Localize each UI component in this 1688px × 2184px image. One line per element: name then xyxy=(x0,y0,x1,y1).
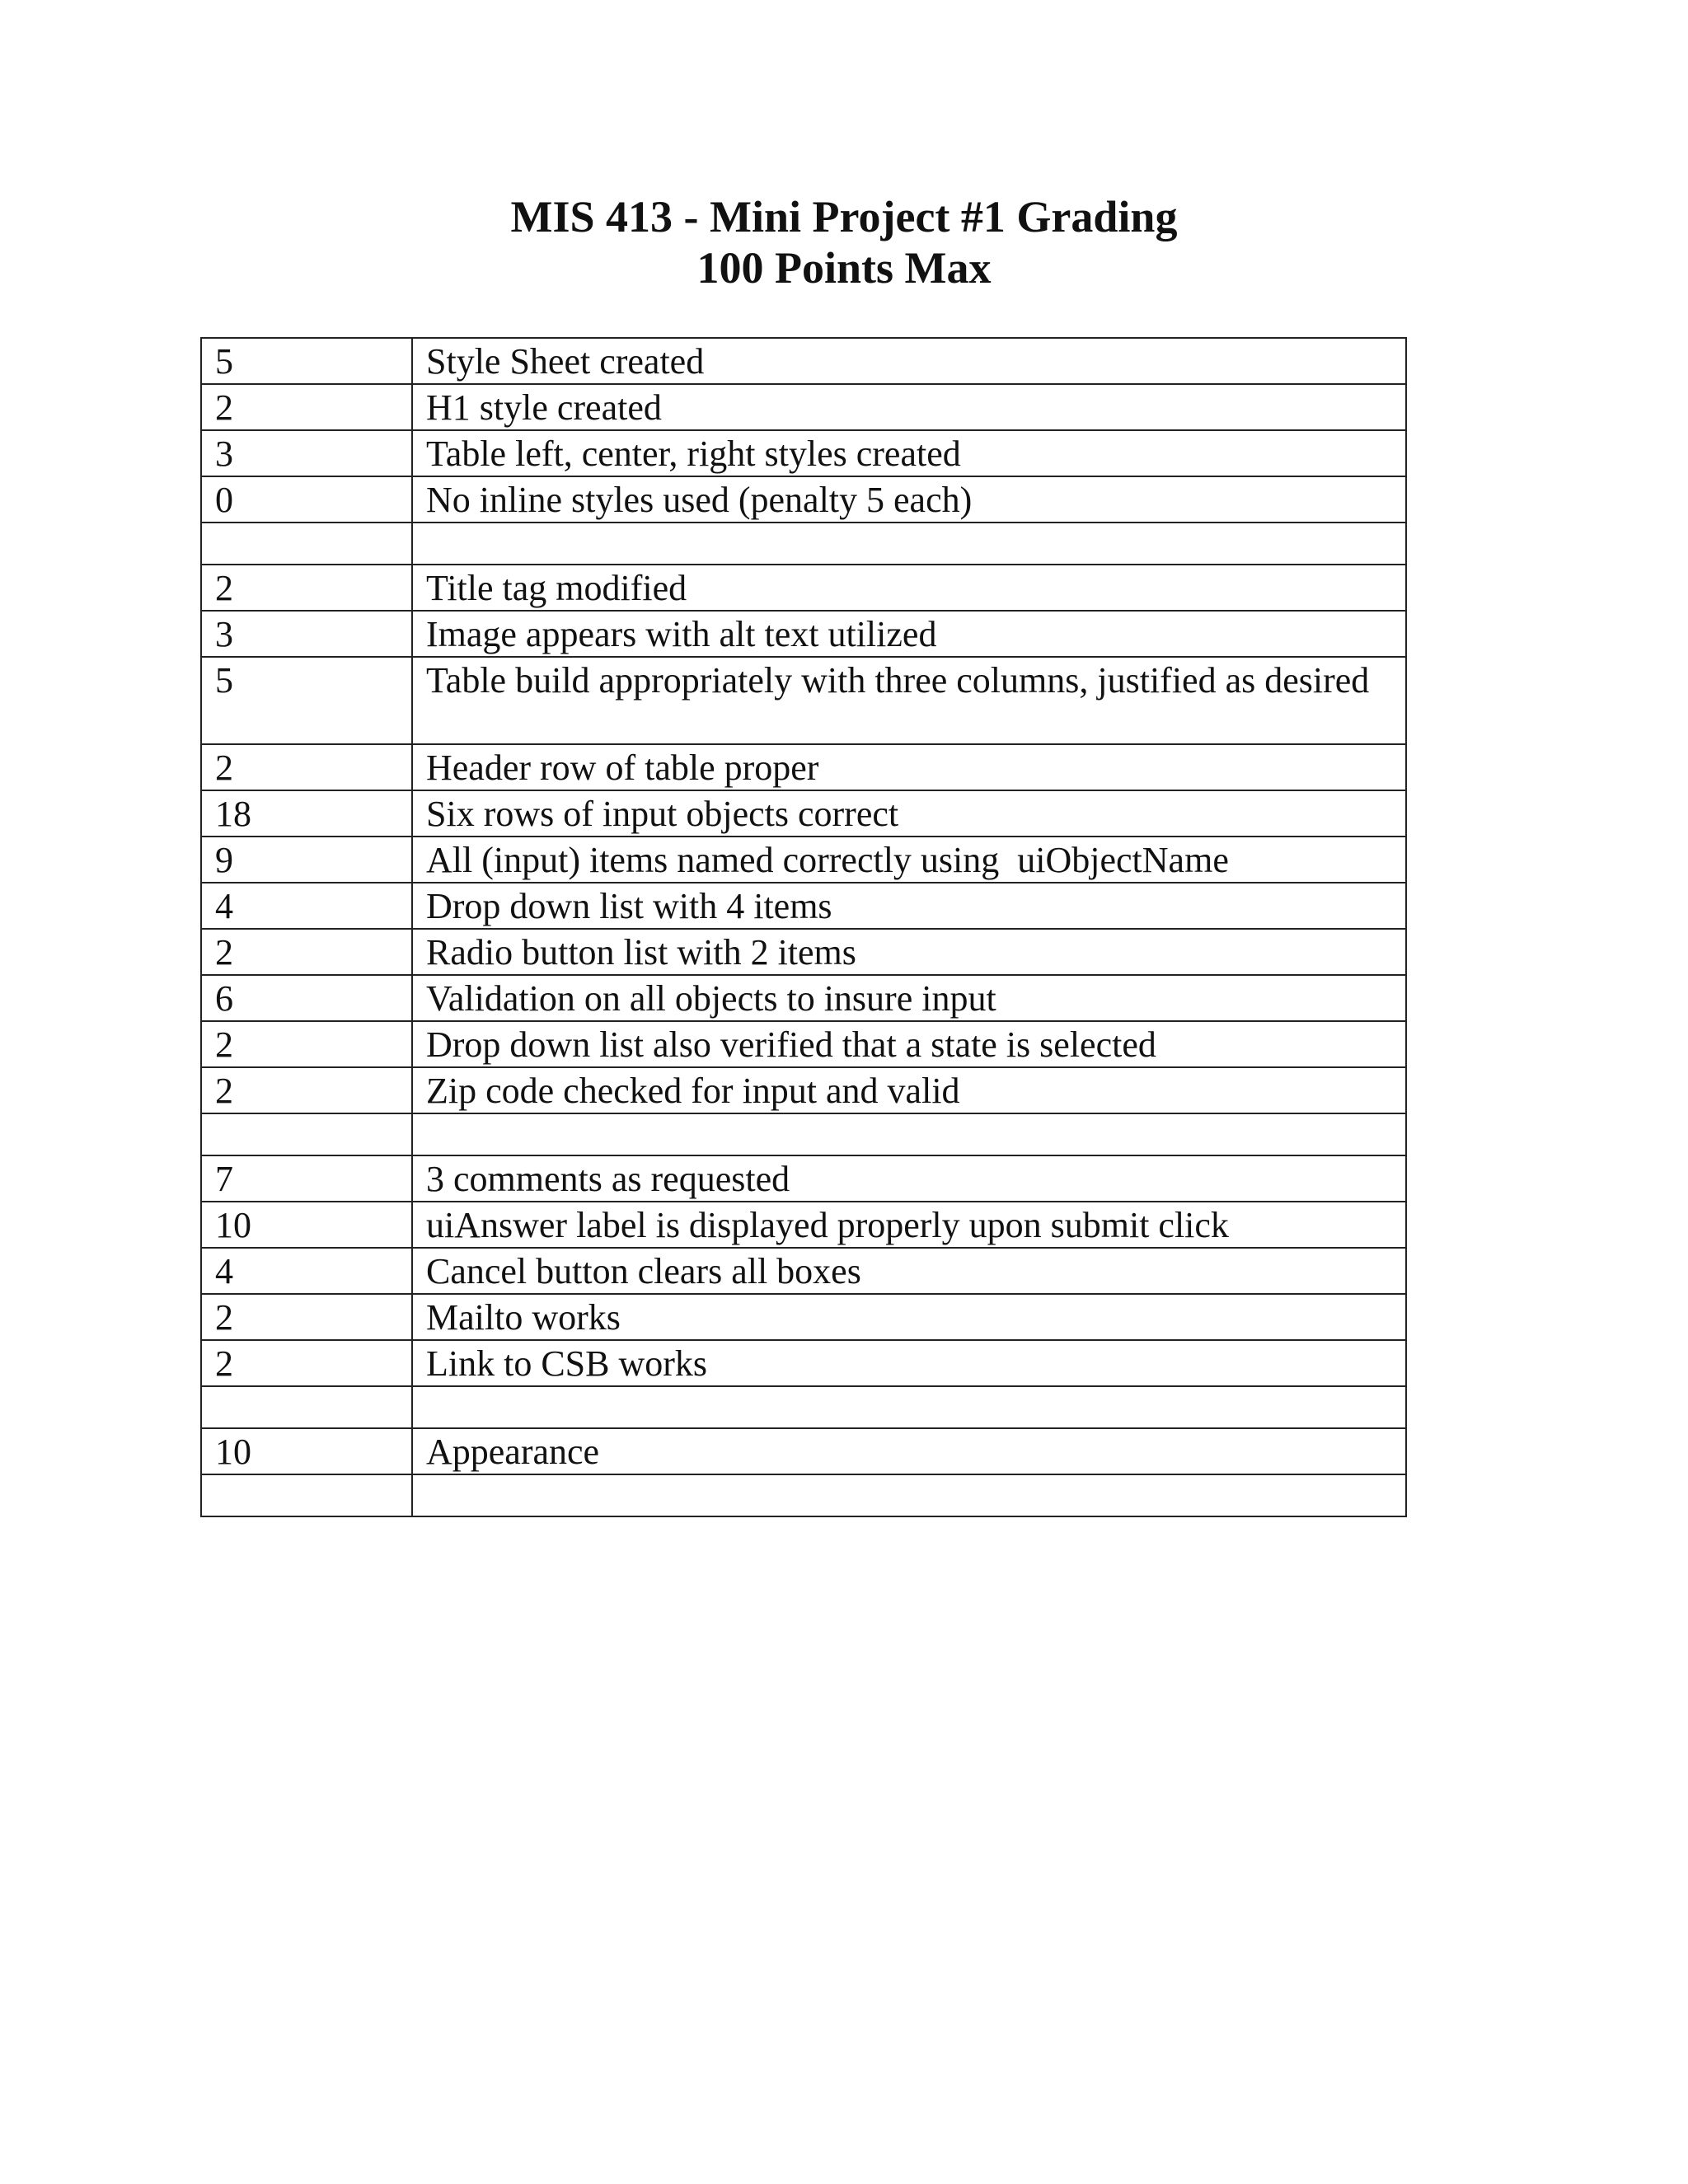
table-row xyxy=(201,975,1406,1021)
points-cell: 10 xyxy=(201,1428,412,1474)
points-cell xyxy=(201,523,412,565)
points-cell: 2 xyxy=(201,1340,412,1386)
table-row-blank xyxy=(201,523,1406,565)
criterion-cell: Image appears with alt text utilized xyxy=(412,611,1406,657)
points-cell: 2 xyxy=(201,1067,412,1113)
criterion-cell: Six rows of input objects correct xyxy=(412,790,1406,837)
grading-table xyxy=(200,337,1407,1517)
table-row xyxy=(201,1067,1406,1113)
points-cell xyxy=(201,1113,412,1155)
document-subtitle: 100 Points Max xyxy=(696,243,992,293)
criterion-cell: Title tag modified xyxy=(412,565,1406,611)
points-cell: 10 xyxy=(201,1202,412,1248)
points-cell: 2 xyxy=(201,1294,412,1340)
criterion-cell: Zip code checked for input and valid xyxy=(412,1067,1406,1113)
points-cell xyxy=(201,1474,412,1516)
table-row xyxy=(201,790,1406,837)
table-row xyxy=(201,1202,1406,1248)
table-row-blank xyxy=(201,1113,1406,1155)
points-cell: 2 xyxy=(201,929,412,975)
points-cell: 2 xyxy=(201,384,412,430)
criterion-cell xyxy=(412,1474,1406,1516)
table-row xyxy=(201,929,1406,975)
points-cell: 2 xyxy=(201,744,412,790)
table-row xyxy=(201,1428,1406,1474)
points-cell: 6 xyxy=(201,975,412,1021)
points-cell xyxy=(201,1386,412,1428)
criterion-cell: Drop down list also verified that a state is selected xyxy=(412,1021,1406,1067)
points-cell: 4 xyxy=(201,1248,412,1294)
criterion-cell: Radio button list with 2 items xyxy=(412,929,1406,975)
points-cell: 18 xyxy=(201,790,412,837)
table-row xyxy=(201,565,1406,611)
criterion-cell: Header row of table proper xyxy=(412,744,1406,790)
points-cell: 9 xyxy=(201,837,412,883)
points-cell: 5 xyxy=(201,657,412,744)
criterion-cell: Validation on all objects to insure input xyxy=(412,975,1406,1021)
table-row xyxy=(201,1340,1406,1386)
table-row xyxy=(201,476,1406,523)
criterion-cell: Style Sheet created xyxy=(412,338,1406,384)
points-cell: 7 xyxy=(201,1155,412,1202)
criterion-cell: No inline styles used (penalty 5 each) xyxy=(412,476,1406,523)
table-row xyxy=(201,1248,1406,1294)
table-row xyxy=(201,1294,1406,1340)
criterion-cell: Link to CSB works xyxy=(412,1340,1406,1386)
points-cell: 4 xyxy=(201,883,412,929)
criterion-cell: Drop down list with 4 items xyxy=(412,883,1406,929)
document-title: MIS 413 - Mini Project #1 Grading xyxy=(510,192,1178,241)
criterion-cell: Cancel button clears all boxes xyxy=(412,1248,1406,1294)
points-cell: 3 xyxy=(201,430,412,476)
criterion-cell: Table left, center, right styles created xyxy=(412,430,1406,476)
criterion-cell: 3 comments as requested xyxy=(412,1155,1406,1202)
table-row xyxy=(201,611,1406,657)
table-row xyxy=(201,1021,1406,1067)
criterion-cell xyxy=(412,1386,1406,1428)
criterion-cell: H1 style created xyxy=(412,384,1406,430)
table-row xyxy=(201,384,1406,430)
points-cell: 2 xyxy=(201,1021,412,1067)
criterion-cell xyxy=(412,1113,1406,1155)
table-row xyxy=(201,657,1406,744)
points-cell: 3 xyxy=(201,611,412,657)
criterion-cell: Mailto works xyxy=(412,1294,1406,1340)
title-block xyxy=(0,191,1688,293)
table-row xyxy=(201,837,1406,883)
criterion-cell: Table build appropriately with three columns, justified as desired xyxy=(412,657,1406,744)
table-row xyxy=(201,430,1406,476)
table-row xyxy=(201,1155,1406,1202)
table-row xyxy=(201,744,1406,790)
criterion-cell xyxy=(412,523,1406,565)
criterion-cell: Appearance xyxy=(412,1428,1406,1474)
criterion-cell: All (input) items named correctly using uiObjectName xyxy=(412,837,1406,883)
table-row-blank xyxy=(201,1474,1406,1516)
table-row xyxy=(201,338,1406,384)
criterion-cell: uiAnswer label is displayed properly upon submit click xyxy=(412,1202,1406,1248)
table-row xyxy=(201,883,1406,929)
points-cell: 0 xyxy=(201,476,412,523)
points-cell: 5 xyxy=(201,338,412,384)
points-cell: 2 xyxy=(201,565,412,611)
table-row-blank xyxy=(201,1386,1406,1428)
